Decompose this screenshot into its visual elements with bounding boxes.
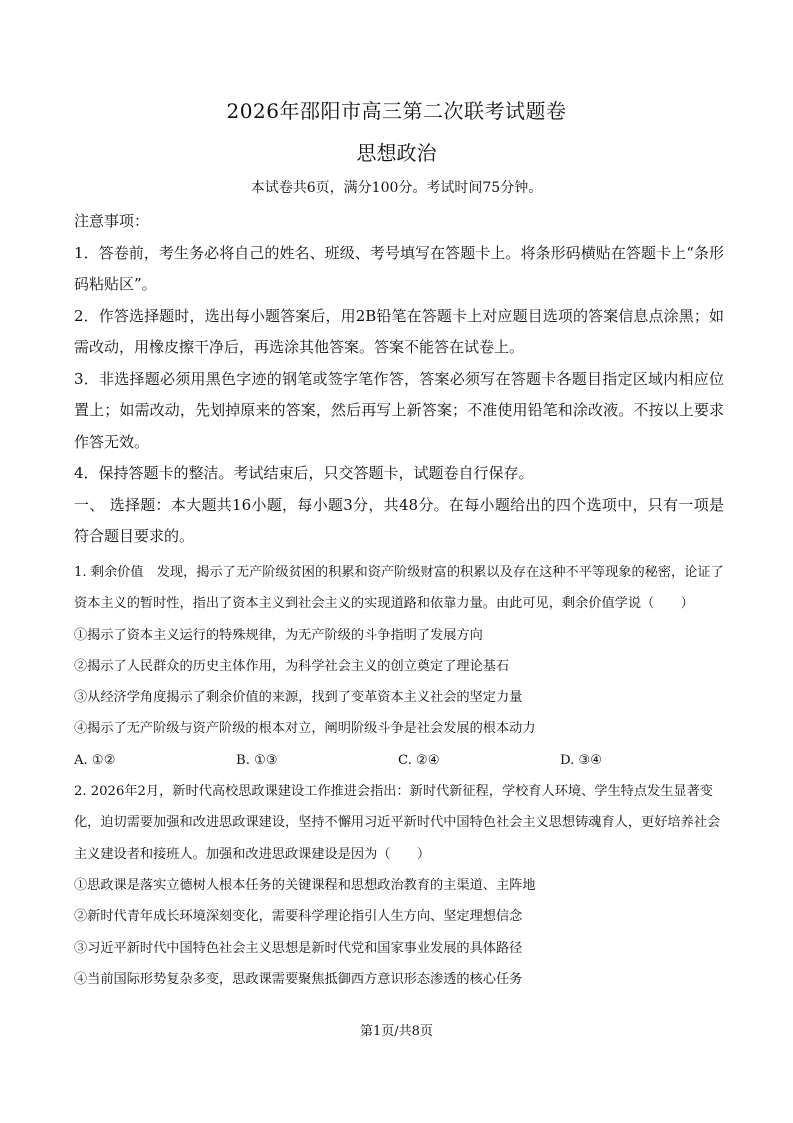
question-1-stem: 1. 剩余价值 发现，揭示了无产阶级贫困的积累和资产阶级财富的积累以及存在这种不平等现象的秘密，论证了资本主义的暂时性，指出了资本主义到社会主义的实现道路和依靠力量。由此可见，剩余价值学说（ ） bbox=[74, 565, 724, 612]
questions-section bbox=[74, 557, 728, 995]
option-c: C. ②④ bbox=[398, 752, 440, 768]
question-2-statement-3: ③习近平新时代中国特色社会主义思想是新时代党和国家事业发展的具体路径 bbox=[74, 940, 523, 956]
exam-title: 2026年邵阳市高三第二次联考试题卷 bbox=[226, 99, 567, 123]
notice-section bbox=[74, 206, 724, 553]
question-1-options bbox=[74, 745, 728, 776]
notice-item-3: 3．非选择题必须用黑色字迹的钢笔或签字笔作答，答案必须写在答题卡各题目指定区域内相应位置上；如需改动，先划掉原来的答案，然后再写上新答案；不准使用铅笔和涂改液。不按以上要求作答无效。 bbox=[74, 369, 724, 451]
subject-title: 思想政治 bbox=[356, 141, 437, 165]
notice-item-2: 2．作答选择题时，选出每小题答案后，用2B铅笔在答题卡上对应题目选项的答案信息点涂黑；如需改动，用橡皮擦干净后，再选涂其他答案。答案不能答在试卷上。 bbox=[74, 306, 724, 356]
notice-item-1: 1．答卷前，考生务必将自己的姓名、班级、考号填写在答题卡上。将条形码横贴在答题卡上“条形码粘贴区”。 bbox=[74, 243, 724, 293]
question-2-statement-4: ④当前国际形势复杂多变，思政课需要聚焦抵御西方意识形态渗透的核心任务 bbox=[74, 971, 523, 987]
option-d: D. ③④ bbox=[560, 752, 603, 768]
option-a: A. ①② bbox=[74, 752, 116, 768]
page-number: 第1页/共8页 bbox=[360, 1024, 433, 1039]
question-1-statement-4: ④揭示了无产阶级与资产阶级的根本对立，阐明阶级斗争是社会发展的根本动力 bbox=[74, 721, 536, 737]
notice-heading: 注意事项： bbox=[74, 212, 150, 230]
option-b: B. ①③ bbox=[236, 752, 278, 768]
question-2-stem: 2. 2026年2月，新时代高校思政课建设工作推进会指出：新时代新征程，学校育人环境、学生特点发生显著变化，迫切需要加强和改进思政课建设，坚持不懈用习近平新时代中国特色社会主义思想铸魂育人，更好培养社会主义建设者和接班人。加强和改进思政课建设是因为（ ） bbox=[74, 784, 721, 862]
section-heading: 一、 选择题：本大题共16小题，每小题3分，共48分。在每小题给出的四个选项中，只有一项是符合题目要求的。 bbox=[74, 495, 724, 545]
question-2-statement-2: ②新时代青年成长环境深刻变化，需要科学理论指引人生方向、坚定理想信念 bbox=[74, 909, 523, 925]
question-1-statement-2: ②揭示了人民群众的历史主体作用，为科学社会主义的创立奠定了理论基石 bbox=[74, 658, 510, 674]
exam-meta: 本试卷共6页，满分100分。考试时间75分钟。 bbox=[250, 180, 543, 196]
question-1-statement-3: ③从经济学角度揭示了剩余价值的来源，找到了变革资本主义社会的坚定力量 bbox=[74, 690, 523, 706]
notice-item-4: 4．保持答题卡的整洁。考试结束后，只交答题卡，试题卷自行保存。 bbox=[74, 464, 534, 482]
question-1-statement-1: ①揭示了资本主义运行的特殊规律，为无产阶级的斗争指明了发展方向 bbox=[74, 627, 483, 643]
question-2-statement-1: ①思政课是落实立德树人根本任务的关键课程和思想政治教育的主渠道、主阵地 bbox=[74, 877, 536, 893]
